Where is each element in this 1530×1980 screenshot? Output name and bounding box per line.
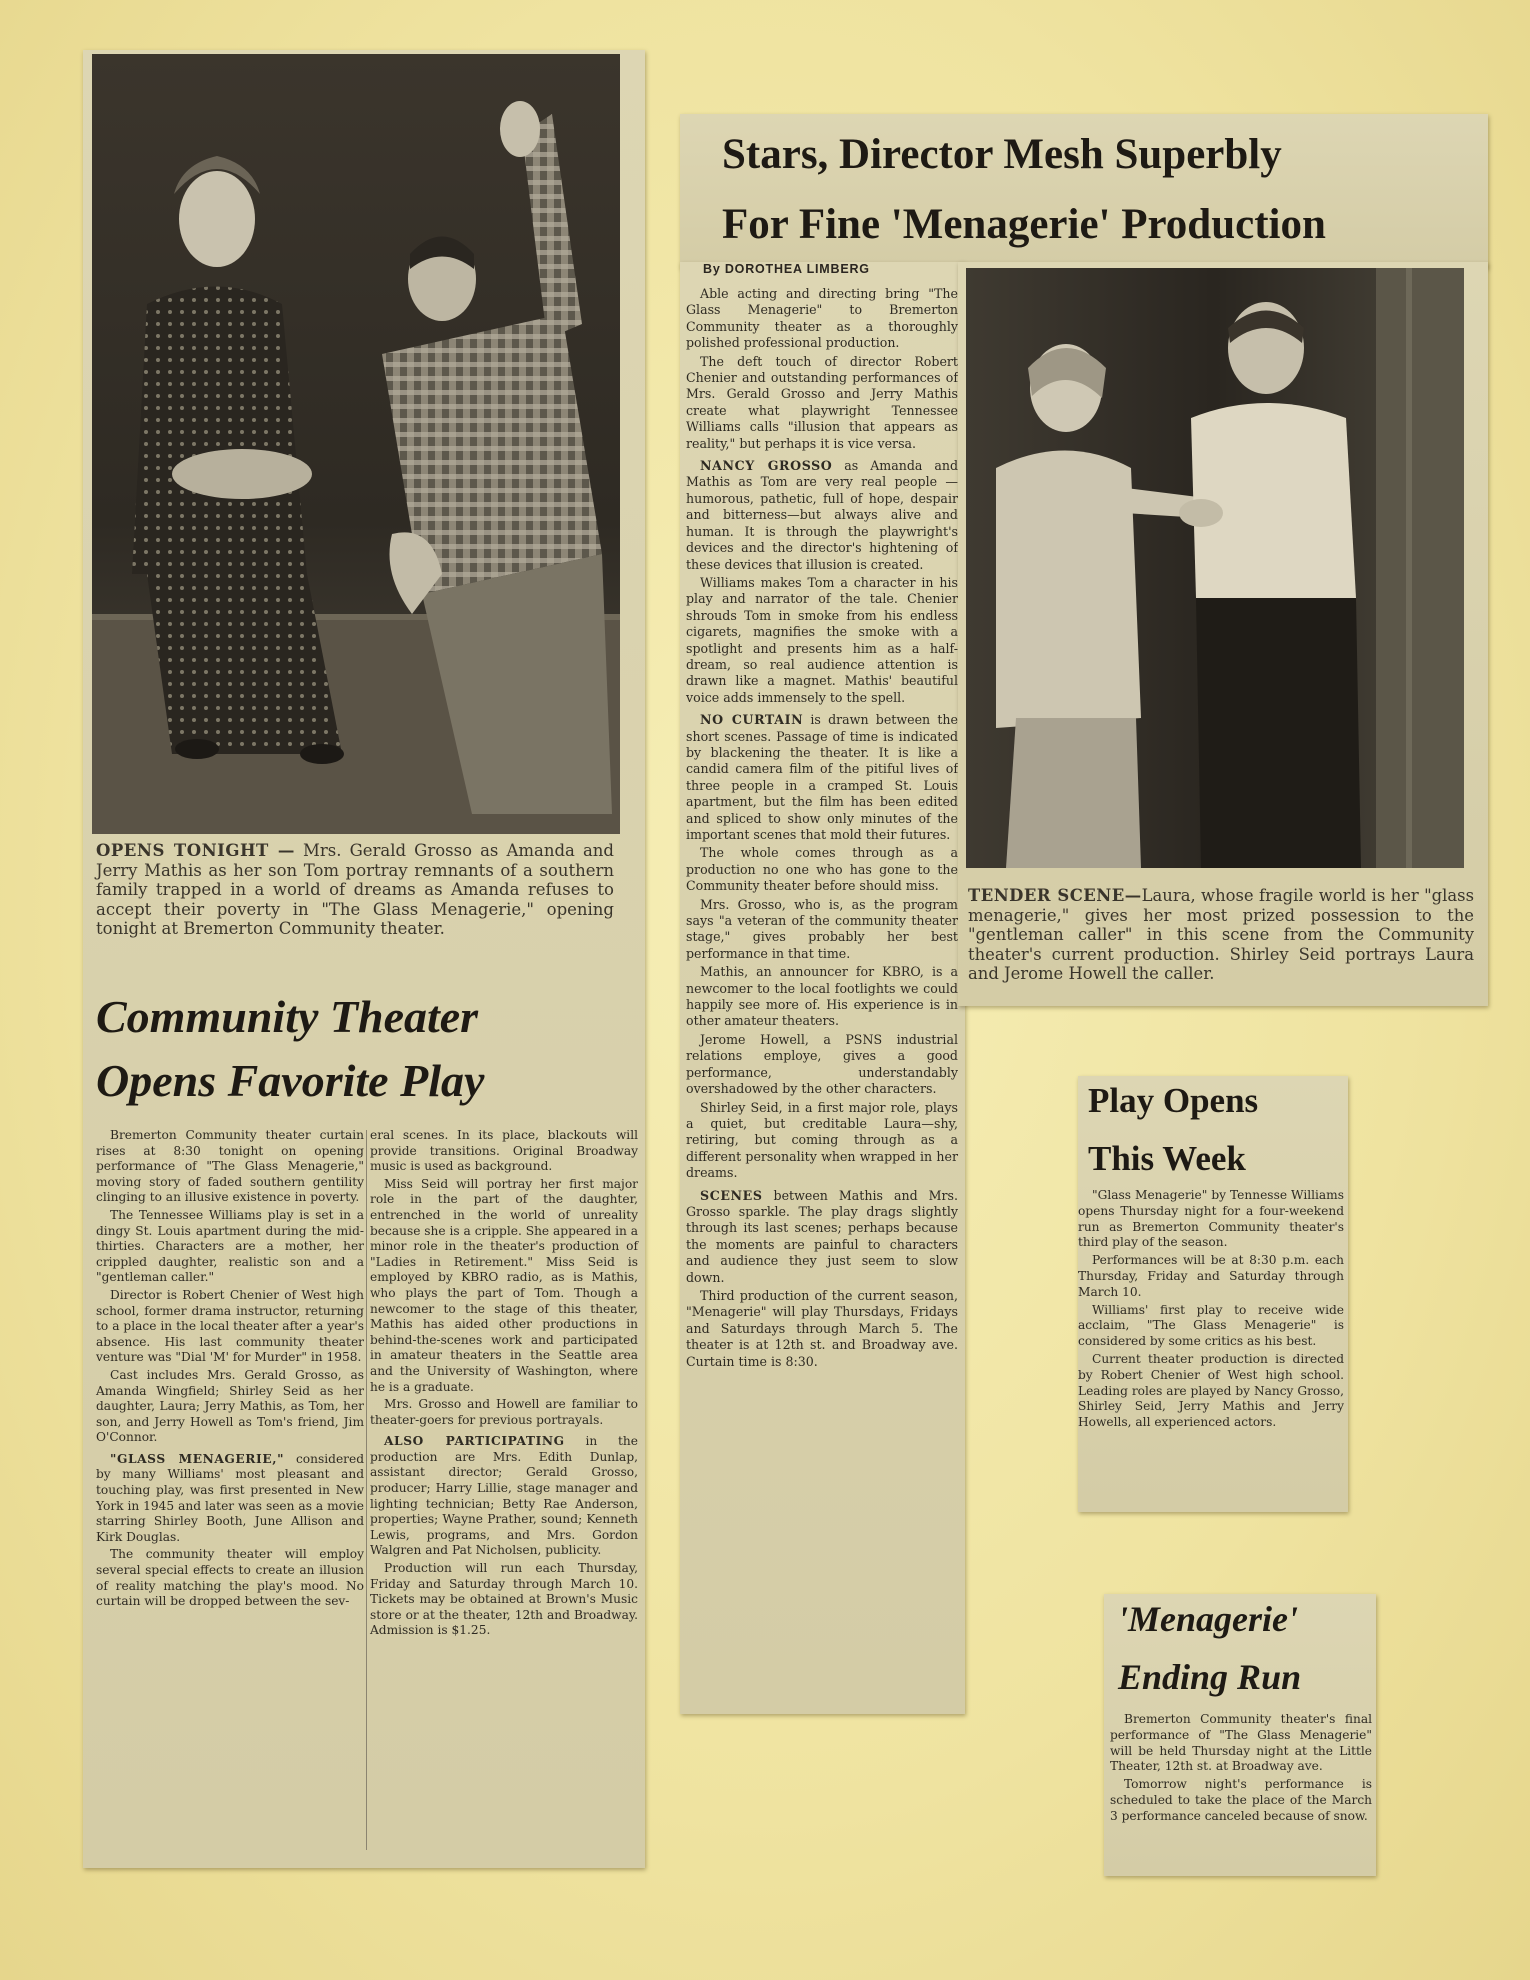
article2-paragraph [686, 458, 958, 573]
article1-paragraph: Bremerton Community theater curtain rises at 8:30 tonight on opening performance of "The Glass Menagerie," moving story of faded southern gentility clinging to an illusive existence in poverty. [96, 1128, 364, 1205]
article1-paragraph: Production will run each Thursday, Friday and Saturday through March 10. Tickets may be obtained at Brown's Music store or at the theater, 12th and Broadway. Admission is $1.25. [370, 1561, 638, 1638]
article2-subhead-text: is drawn between the short scenes. Passage of time is indicated by blackening the theater. It is like a candid camera film of the pitiful lives of three people in a cramped St. Louis apartment, but the film has been edited and spliced to show only minutes of the important scenes that mold their futures. [686, 712, 958, 842]
article2-paragraph: Jerome Howell, a PSNS industrial relations employe, gives a good performance, understandably overshadowed by the other characters. [686, 1031, 958, 1097]
article4-headline-line1: 'Menagerie' [1118, 1599, 1298, 1639]
article2-byline: By DOROTHEA LIMBERG [703, 262, 870, 276]
article2-column [686, 286, 958, 1372]
article4-column [1110, 1712, 1372, 1827]
tender-scene-caption-lead: TENDER SCENE— [968, 886, 1142, 905]
article2-subhead: NO CURTAIN [700, 712, 804, 728]
article3-column [1078, 1188, 1344, 1433]
article1-paragraph: Cast includes Mrs. Gerald Grosso, as Amanda Wingfield; Shirley Seid as her daughter, Laura; Jerry Mathis, as Tom, her son, and Jerry Howell as Tom's friend, Jim O'Connor. [96, 1367, 364, 1445]
article1-headline-line2: Opens Favorite Play [96, 1055, 485, 1106]
article2-headline-line1: Stars, Director Mesh Superbly [722, 131, 1282, 178]
opens-tonight-photo [92, 54, 620, 834]
article2-headline-line2: For Fine 'Menagerie' Production [722, 201, 1326, 248]
tender-scene-photo-image [966, 268, 1464, 868]
opens-tonight-caption-text: Mrs. Gerald Grosso as Amanda and Jerry Mathis as her son Tom portray remnants of a southern family trapped in a world of dreams as Amanda refuses to accept their poverty in "The Glass Menagerie," opening tonight at Bremerton Community theater. [96, 841, 614, 938]
article2-paragraph: The whole comes through as a production no one who has gone to the Community theater before should miss. [686, 845, 958, 894]
article2-paragraph [686, 712, 958, 843]
opens-tonight-photo-image [92, 54, 620, 834]
article1-column-1 [96, 1128, 364, 1612]
article1-column-2 [370, 1128, 638, 1641]
opens-tonight-caption-lead: OPENS TONIGHT — [96, 841, 295, 860]
article4-paragraph: Bremerton Community theater's final performance of "The Glass Menagerie" will be held Thursday night at the Little Theater, 12th st. at Broadway ave. [1110, 1712, 1372, 1774]
article4-headline [1118, 1590, 1368, 1706]
article2-paragraph: The deft touch of director Robert Chenier and outstanding performances of Mrs. Gerald Grosso and Jerry Mathis create what playwright Tennessee Williams calls "illusion that appears as reality," but perhaps it is vice versa. [686, 353, 958, 451]
article2-subhead-text: as Amanda and Mathis as Tom are very real people — humorous, pathetic, full of hope, despair and bitterness—but always alive and human. It is through the playwright's devices and the director's hightening of these devices that illusion is created. [686, 458, 959, 572]
article1-paragraph: The Tennessee Williams play is set in a dingy St. Louis apartment during the mid-thirties. Characters are a mother, her crippled daughter, realistic son and a "gentleman caller." [96, 1207, 364, 1285]
article1-paragraph: Miss Seid will portray her first major role in the part of the daughter, entrenched in the world of unreality because she is a cripple. She appeared in a minor role in the theater's production of "Ladies in Retirement." Miss Seid is employed by KBRO radio, as is Mathis, who plays the part of Tom. Though a newcomer to the stage of this theater, Mathis has aided other productions in behind-the-scenes work and participated in amateur theaters in the Seattle area and the University of Washington, where he is a graduate. [370, 1176, 638, 1394]
article1-paragraph [370, 1434, 638, 1559]
tender-scene-caption [968, 886, 1474, 984]
article1-paragraph: The community theater will employ several special effects to create an illusion of reality matching the play's mood. No curtain will be dropped between the sev- [96, 1547, 364, 1609]
article4-paragraph: Tomorrow night's performance is scheduled to take the place of the March 3 performance canceled because of snow. [1110, 1777, 1372, 1823]
article1-paragraph [96, 1452, 364, 1546]
article2-subhead: SCENES [700, 1187, 763, 1203]
tender-scene-caption-text: Laura, whose fragile world is her "glass menagerie," gives her most prized possession to the "gentleman caller" in this scene from the Community theater's current production. Shirley Seid portrays Laura and Jerome Howell the caller. [968, 886, 1474, 984]
article1-paragraph: eral scenes. In its place, blackouts will provide transitions. Original Broadway music is used as background. [370, 1128, 638, 1174]
article3-headline-line2: This Week [1088, 1139, 1246, 1178]
article2-subhead: NANCY GROSSO [700, 458, 833, 474]
article2-paragraph: Williams makes Tom a character in his play and narrator of the tale. Chenier shrouds Tom in smoke from his endless cigarets, magnifies the smoke with a spotlight and presents him as a half-dream, so real audience attention is drawn like a magnet. Mathis' beautiful voice adds immensely to the spell. [686, 574, 958, 705]
article4-headline-line2: Ending Run [1118, 1657, 1302, 1697]
article1-subhead-text: considered by many Williams' most pleasant and touching play, was first presented in New York in 1945 and later was seen as a movie starring Shirley Booth, June Allison and Kirk Douglas. [96, 1451, 364, 1544]
tender-scene-photo [966, 268, 1464, 868]
article3-headline-line1: Play Opens [1088, 1081, 1259, 1120]
opens-tonight-caption [96, 841, 614, 939]
article3-paragraph: Current theater production is directed by Robert Chenier of West high school. Leading roles are played by Nancy Grosso, Shirley Seid, Jerry Mathis and Jerry Howells, all experienced actors. [1078, 1351, 1344, 1430]
article1-subhead-text: in the production are Mrs. Edith Dunlap, assistant director; Gerald Grosso, producer; Harry Lillie, stage manager and lighting technician; Betty Rae Anderson, properties; Wayne Prather, sound; Kenneth Lewis, programs, and Mrs. Gordon Walgren and Pat Nicholsen, publicity. [370, 1434, 638, 1558]
article1-subhead: "GLASS MENAGERIE," [110, 1451, 285, 1466]
article2-paragraph: Able acting and directing bring "The Glass Menagerie" to Bremerton Community theater as a thoroughly polished professional production. [686, 286, 958, 351]
article1-subhead: ALSO PARTICIPATING [384, 1434, 565, 1449]
article1-column-rule [366, 1130, 367, 1850]
article1-paragraph: Director is Robert Chenier of West high school, former drama instructor, returning to a place in the local theater after a year's absence. His last community theater venture was "Dial 'M' for Murder" in 1958. [96, 1287, 364, 1365]
article1-headline [96, 985, 636, 1113]
article2-headline [722, 120, 1482, 260]
article3-paragraph: Performances will be at 8:30 p.m. each Thursday, Friday and Saturday through March 10. [1078, 1253, 1344, 1299]
article2-subhead-text: between Mathis and Mrs. Grosso sparkle. The play drags slightly through its last scenes; perhaps because the moments are painful to characters and audience they just seem to slow down. [686, 1187, 958, 1285]
article1-headline-line1: Community Theater [96, 991, 479, 1042]
article2-paragraph: Mrs. Grosso, who is, as the program says "a veteran of the community theater stage," gives probably her best performance in that time. [686, 896, 958, 961]
article3-paragraph: Williams' first play to receive wide acclaim, "The Glass Menagerie" is considered by some critics as his best. [1078, 1302, 1344, 1349]
article3-headline [1088, 1072, 1338, 1188]
article2-paragraph: Mathis, an announcer for KBRO, is a newcomer to the local footlights we could happily see more of. His experience is in other amateur theaters. [686, 964, 958, 1029]
article2-paragraph [686, 1188, 958, 1286]
article3-paragraph: "Glass Menagerie" by Tennesse Williams opens Thursday night for a four-weekend run as Bremerton Community theater's third play of the season. [1078, 1188, 1344, 1250]
article2-paragraph: Third production of the current season, "Menagerie" will play Thursdays, Fridays and Saturdays through March 5. The theater is at 12th st. and Broadway ave. Curtain time is 8:30. [686, 1287, 958, 1369]
article1-paragraph: Mrs. Grosso and Howell are familiar to theater-goers for previous portrayals. [370, 1397, 638, 1427]
article2-paragraph: Shirley Seid, in a first major role, plays a quiet, but creditable Laura—shy, retiring, but coming through as a different personality when wrapped in her dreams. [686, 1099, 958, 1181]
